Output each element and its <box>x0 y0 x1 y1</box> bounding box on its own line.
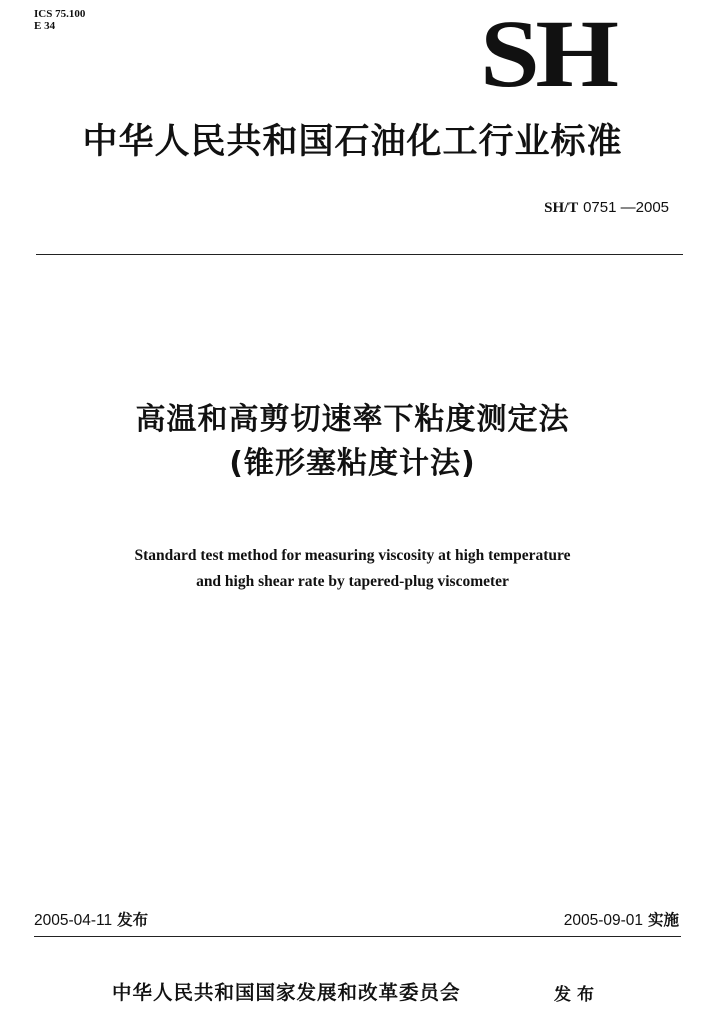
implement-label: 实施 <box>647 911 679 929</box>
english-title <box>0 543 705 595</box>
publisher-name: 中华人民共和国国家发展和改革委员会 <box>112 981 461 1004</box>
issue-date-block <box>34 910 148 931</box>
english-title-line1: Standard test method for measuring viscosity at high temperature <box>134 547 571 564</box>
standard-code-number: 0751 —2005 <box>583 199 669 216</box>
ccs-code: E 34 <box>34 20 56 32</box>
issue-label: 发布 <box>117 911 149 929</box>
english-title-line2: and high shear rate by tapered-plug viscometer <box>196 573 509 590</box>
classification-codes <box>34 8 85 32</box>
standard-category-title: 中华人民共和国石油化工行业标准 <box>82 122 623 162</box>
top-divider <box>36 254 683 255</box>
sh-logo: SH <box>480 0 615 107</box>
standard-code <box>544 198 669 217</box>
implement-date: 2005-09-01 <box>563 912 644 929</box>
chinese-title-line1: 高温和高剪切速率下粘度测定法 <box>135 402 570 437</box>
publish-label: 发布 <box>554 985 600 1005</box>
issue-date: 2005-04-11 <box>34 912 113 929</box>
standard-code-prefix: SH/T <box>544 200 579 216</box>
ics-code: ICS 75.100 <box>34 8 86 20</box>
chinese-title-line2: (锥形塞粘度计法) <box>229 446 476 481</box>
bottom-divider <box>34 936 681 937</box>
implement-date-block <box>564 910 679 931</box>
chinese-title <box>0 398 705 486</box>
